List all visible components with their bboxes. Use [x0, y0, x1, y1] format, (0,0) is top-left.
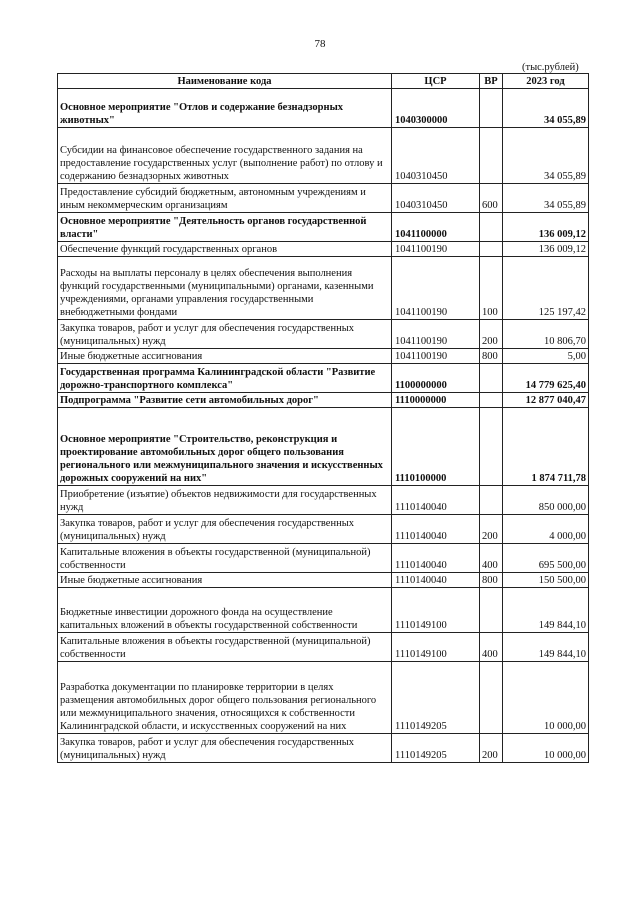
- row-name: Основное мероприятие "Отлов и содержание безнадзорных животных": [58, 89, 392, 128]
- budget-table: [57, 73, 589, 763]
- table-row: [58, 128, 589, 184]
- table-row: [58, 320, 589, 349]
- row-amount: 34 055,89: [503, 89, 589, 128]
- row-csr: 1110149205: [392, 734, 480, 763]
- row-vr: [480, 393, 503, 408]
- row-amount: 125 197,42: [503, 257, 589, 320]
- table-row: [58, 257, 589, 320]
- row-name: Расходы на выплаты персоналу в целях обеспечения выполнения функций государственными (муниципальными) органами, казенными учреждениями, органами управления государственными внебюджетными фондами: [58, 257, 392, 320]
- row-name: Иные бюджетные ассигнования: [58, 349, 392, 364]
- row-vr: 400: [480, 633, 503, 662]
- row-vr: [480, 588, 503, 633]
- row-csr: 1040310450: [392, 184, 480, 213]
- row-amount: 34 055,89: [503, 184, 589, 213]
- row-vr: [480, 662, 503, 734]
- row-csr: 1041100190: [392, 257, 480, 320]
- row-csr: 1110149100: [392, 588, 480, 633]
- row-amount: 10 000,00: [503, 734, 589, 763]
- row-name: Подпрограмма "Развитие сети автомобильных дорог": [58, 393, 392, 408]
- row-csr: 1110000000: [392, 393, 480, 408]
- row-vr: 200: [480, 515, 503, 544]
- row-csr: 1110149205: [392, 662, 480, 734]
- row-csr: 1110140040: [392, 573, 480, 588]
- row-name: Государственная программа Калининградской области "Развитие дорожно-транспортного комплекса": [58, 364, 392, 393]
- header-name: Наименование кода: [58, 74, 392, 89]
- row-name: Разработка документации по планировке территории в целях размещения автомобильных дорог общего пользования регионального или межмуниципального значения, относящихся к собственности Калининградской области, и искусственных сооружений на них: [58, 662, 392, 734]
- row-name: Предоставление субсидий бюджетным, автономным учреждениям и иным некоммерческим организациям: [58, 184, 392, 213]
- row-name: Основное мероприятие "Деятельность органов государственной власти": [58, 213, 392, 242]
- row-amount: 136 009,12: [503, 213, 589, 242]
- header-amount: 2023 год: [503, 74, 589, 89]
- row-amount: 695 500,00: [503, 544, 589, 573]
- row-csr: 1110140040: [392, 486, 480, 515]
- row-vr: [480, 242, 503, 257]
- row-csr: 1040310450: [392, 128, 480, 184]
- row-amount: 149 844,10: [503, 633, 589, 662]
- row-name: Приобретение (изъятие) объектов недвижимости для государственных нужд: [58, 486, 392, 515]
- row-vr: 200: [480, 320, 503, 349]
- row-csr: 1110140040: [392, 515, 480, 544]
- row-vr: 800: [480, 349, 503, 364]
- row-vr: [480, 128, 503, 184]
- row-name: Капитальные вложения в объекты государственной (муниципальной) собственности: [58, 544, 392, 573]
- row-csr: 1041100190: [392, 242, 480, 257]
- row-name: Иные бюджетные ассигнования: [58, 573, 392, 588]
- table-row: [58, 408, 589, 486]
- table-row: [58, 364, 589, 393]
- row-name: Обеспечение функций государственных органов: [58, 242, 392, 257]
- row-csr: 1110140040: [392, 544, 480, 573]
- row-csr: 1110100000: [392, 408, 480, 486]
- header-vr: ВР: [480, 74, 503, 89]
- table-row: [58, 633, 589, 662]
- row-amount: 4 000,00: [503, 515, 589, 544]
- header-csr: ЦСР: [392, 74, 480, 89]
- row-csr: 1041100190: [392, 349, 480, 364]
- table-row: [58, 213, 589, 242]
- row-name: Закупка товаров, работ и услуг для обеспечения государственных (муниципальных) нужд: [58, 515, 392, 544]
- row-vr: [480, 89, 503, 128]
- table-row: [58, 486, 589, 515]
- table-row: [58, 349, 589, 364]
- row-vr: [480, 364, 503, 393]
- table-row: [58, 242, 589, 257]
- row-vr: 800: [480, 573, 503, 588]
- row-csr: 1041100000: [392, 213, 480, 242]
- table-row: [58, 515, 589, 544]
- row-amount: 14 779 625,40: [503, 364, 589, 393]
- row-amount: 850 000,00: [503, 486, 589, 515]
- row-amount: 12 877 040,47: [503, 393, 589, 408]
- row-name: Основное мероприятие "Строительство, реконструкция и проектирование автомобильных дорог общего пользования регионального или межмуниципального значения и искусственных дорожных сооружений на них": [58, 408, 392, 486]
- row-amount: 1 874 711,78: [503, 408, 589, 486]
- table-row: [58, 662, 589, 734]
- row-amount: 5,00: [503, 349, 589, 364]
- page-number: 78: [314, 38, 326, 50]
- row-vr: [480, 408, 503, 486]
- table-row: [58, 734, 589, 763]
- row-vr: [480, 213, 503, 242]
- table-row: [58, 573, 589, 588]
- row-amount: 149 844,10: [503, 588, 589, 633]
- row-name: Бюджетные инвестиции дорожного фонда на осуществление капитальных вложений в объекты государственной собственности: [58, 588, 392, 633]
- table-row: [58, 588, 589, 633]
- row-csr: 1040300000: [392, 89, 480, 128]
- units-label: (тыс.рублей): [522, 62, 579, 73]
- row-name: Капитальные вложения в объекты государственной (муниципальной) собственности: [58, 633, 392, 662]
- row-amount: 136 009,12: [503, 242, 589, 257]
- row-csr: 1110149100: [392, 633, 480, 662]
- row-vr: 200: [480, 734, 503, 763]
- row-csr: 1100000000: [392, 364, 480, 393]
- table-row: [58, 544, 589, 573]
- row-vr: [480, 486, 503, 515]
- row-csr: 1041100190: [392, 320, 480, 349]
- table-row: [58, 89, 589, 128]
- row-amount: 150 500,00: [503, 573, 589, 588]
- table-row: [58, 184, 589, 213]
- row-amount: 10 806,70: [503, 320, 589, 349]
- row-amount: 34 055,89: [503, 128, 589, 184]
- row-name: Закупка товаров, работ и услуг для обеспечения государственных (муниципальных) нужд: [58, 320, 392, 349]
- table-row: [58, 393, 589, 408]
- row-vr: 100: [480, 257, 503, 320]
- row-vr: 400: [480, 544, 503, 573]
- row-vr: 600: [480, 184, 503, 213]
- row-name: Субсидии на финансовое обеспечение государственного задания на предоставление государственных услуг (выполнение работ) по отлову и содержанию безнадзорных животных: [58, 128, 392, 184]
- table-header-row: [58, 74, 589, 89]
- row-name: Закупка товаров, работ и услуг для обеспечения государственных (муниципальных) нужд: [58, 734, 392, 763]
- row-amount: 10 000,00: [503, 662, 589, 734]
